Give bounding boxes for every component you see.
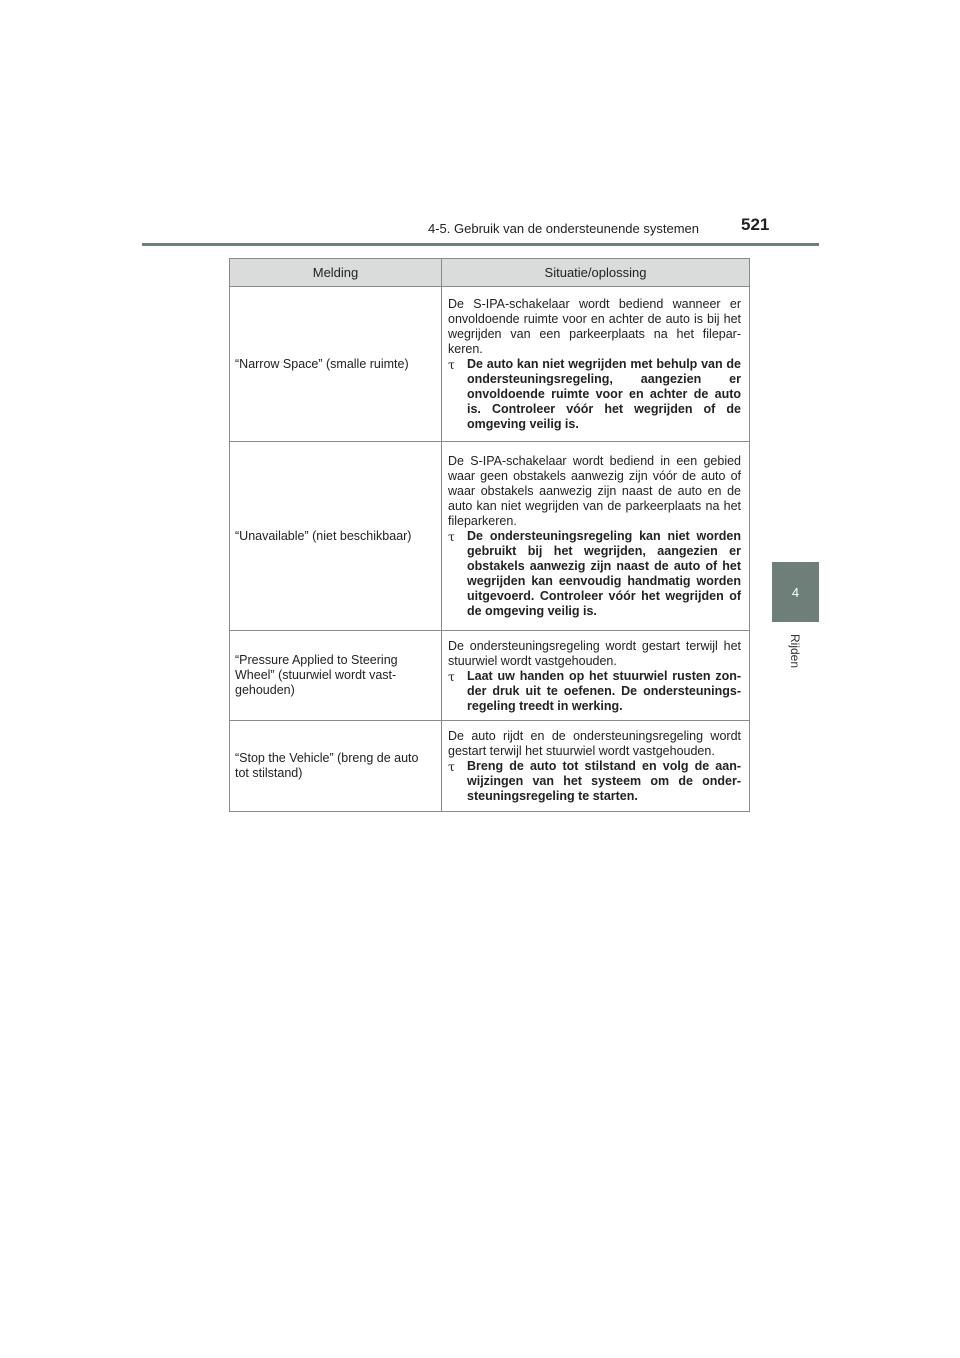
- melding-cell: “Narrow Space” (smalle ruimte): [230, 287, 442, 442]
- table-row: [230, 631, 750, 721]
- chapter-number: 4: [791, 584, 800, 600]
- bullet-mark: τ: [448, 357, 455, 372]
- bullet-mark: τ: [448, 529, 455, 544]
- section-title: 4-5. Gebruik van de ondersteunende systemen: [428, 221, 700, 236]
- situatie-text: De S-IPA-schakelaar wordt bediend in een gebied waar geen obstakels aanwezig zijn vóór de auto of waar obstakels aanwezig zijn naast de auto en de auto kan niet wegrijden van de parkeerplaats na het fileparkeren.: [448, 454, 741, 528]
- melding-cell: “Unavailable” (niet beschikbaar): [230, 442, 442, 631]
- chapter-label: Rijden: [788, 633, 802, 669]
- situatie-text: De S-IPA-schakelaar wordt bediend wanneer er onvoldoende ruimte voor en achter de auto is bij het wegrijden van een parkeerplaats na het filepar-keren.: [448, 297, 741, 356]
- situatie-text: De auto rijdt en de ondersteuningsregeling wordt gestart terwijl het stuurwiel wordt vastgehouden.: [448, 729, 741, 758]
- solution-bullet: [448, 529, 741, 619]
- solution-bullet: [448, 357, 741, 432]
- table-header-row: [230, 259, 750, 287]
- solution-text: De auto kan niet wegrijden met behulp van de ondersteuningsregeling, aangezien er onvoldoende ruimte voor en achter de auto is. Controleer vóór het wegrijden of de omgeving veilig is.: [467, 357, 741, 431]
- column-header-melding: Melding: [230, 259, 442, 287]
- situatie-cell: [442, 442, 750, 631]
- situatie-cell: [442, 287, 750, 442]
- melding-cell: “Pressure Applied to Steering Wheel” (stuurwiel wordt vast-gehouden): [230, 631, 442, 721]
- page-number: 521: [741, 215, 770, 234]
- table-row: [230, 442, 750, 631]
- message-table: [229, 258, 750, 812]
- solution-text: Breng de auto tot stilstand en volg de aan-wijzingen van het systeem om de onder-steuningsregeling te starten.: [467, 759, 741, 803]
- chapter-label-container: [784, 628, 806, 674]
- bullet-mark: τ: [448, 668, 455, 684]
- situatie-cell: [442, 721, 750, 812]
- solution-bullet: [448, 669, 741, 714]
- header-divider: [142, 243, 819, 246]
- solution-text: De ondersteuningsregeling kan niet worden gebruikt bij het wegrijden, aangezien er obstakels aanwezig zijn naast de auto of het wegrijden kan eenvoudig handmatig worden uitgevoerd. Controleer vóór het wegrijden of de omgeving veilig is.: [467, 529, 741, 618]
- solution-text: Laat uw handen op het stuurwiel rusten zon-der druk uit te oefenen. De ondersteunings-regeling treedt in werking.: [467, 668, 741, 713]
- situatie-text: De ondersteuningsregeling wordt gestart terwijl het stuurwiel wordt vastgehouden.: [448, 638, 741, 668]
- column-header-situatie: Situatie/oplossing: [442, 259, 750, 287]
- melding-cell: “Stop the Vehicle” (breng de auto tot stilstand): [230, 721, 442, 812]
- bullet-mark: τ: [448, 759, 455, 774]
- situatie-cell: [442, 631, 750, 721]
- solution-bullet: [448, 759, 741, 804]
- table-row: [230, 287, 750, 442]
- chapter-tab: [772, 562, 819, 622]
- table-row: [230, 721, 750, 812]
